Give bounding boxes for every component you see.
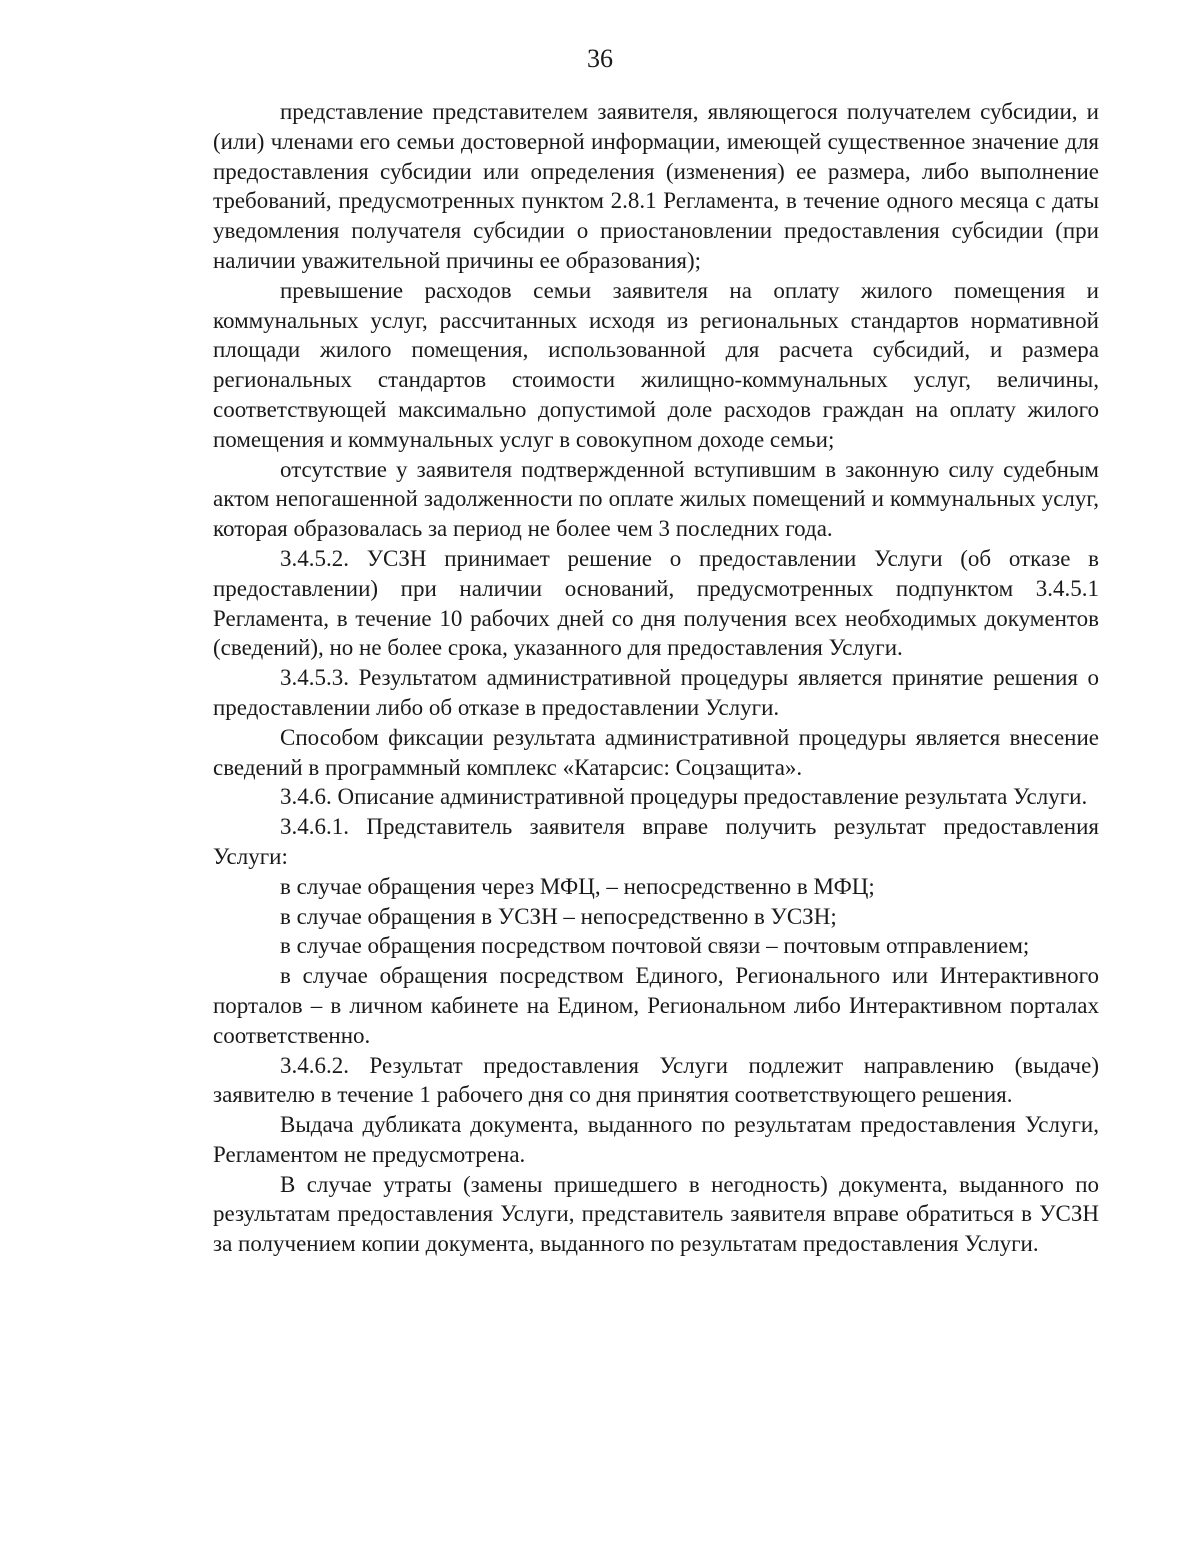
- page-number: 36: [587, 44, 613, 73]
- paragraph-11: в случае обращения посредством почтовой связи – почтовым отправлением;: [280, 933, 1030, 959]
- paragraph-15: В случае утраты (замены пришедшего в негодность) документа, выданного по результатам предоставления Услуги, представитель заявителя вправе обратиться в УСЗН за получением копии документа, выданного по результатам предоставления Услуги.: [213, 1171, 1099, 1257]
- paragraph-1: представление представителем заявителя, являющегося получателем субсидии, и (или) членами его семьи достоверной информации, имеющей существенное значение для предоставления субсидии или определения (изменения) ее размера, либо выполнение требований, предусмотренных пунктом 2.8.1 Регламента, в течение одного месяца с даты уведомления получателя субсидии о приостановлении предоставления субсидии (при наличии уважительной причины ее образования);: [213, 99, 1099, 273]
- paragraph-14: Выдача дубликата документа, выданного по результатам предоставления Услуги, Регламентом не предусмотрена.: [213, 1112, 1099, 1167]
- paragraph-4: 3.4.5.2. УСЗН принимает решение о предоставлении Услуги (об отказе в предоставлении) при наличии оснований, предусмотренных подпунктом 3.4.5.1 Регламента, в течение 10 рабочих дней со дня получения всех необходимых документов (сведений), но не более срока, указанного для предоставления Услуги.: [213, 545, 1099, 661]
- paragraph-12: в случае обращения посредством Единого, Регионального или Интерактивного порталов – в личном кабинете на Едином, Региональном либо Интерактивном порталах соответственно.: [213, 963, 1099, 1048]
- paragraph-8: 3.4.6.1. Представитель заявителя вправе получить результат предоставления Услуги:: [213, 814, 1099, 869]
- paragraph-7: 3.4.6. Описание административной процедуры предоставление результата Услуги.: [280, 784, 1088, 810]
- paragraph-13: 3.4.6.2. Результат предоставления Услуги подлежит направлению (выдаче) заявителю в течение 1 рабочего дня со дня принятия соответствующего решения.: [213, 1052, 1099, 1108]
- paragraph-6: Способом фиксации результата административной процедуры является внесение сведений в программный комплекс «Катарсис: Соцзащита».: [213, 724, 1099, 780]
- paragraph-10: в случае обращения в УСЗН – непосредственно в УСЗН;: [280, 903, 837, 929]
- paragraph-9: в случае обращения через МФЦ, – непосредственно в МФЦ;: [280, 873, 875, 899]
- document-body: [213, 97, 1099, 1259]
- paragraph-3: отсутствие у заявителя подтвержденной вступившим в законную силу судебным актом непогашенной задолженности по оплате жилых помещений и коммунальных услуг, которая образовалась за период не более чем 3 последних года.: [213, 456, 1099, 542]
- paragraph-5: 3.4.5.3. Результатом административной процедуры является принятие решения о предоставлении либо об отказе в предоставлении Услуги.: [213, 665, 1099, 720]
- paragraph-2: превышение расходов семьи заявителя на оплату жилого помещения и коммунальных услуг, рассчитанных исходя из региональных стандартов нормативной площади жилого помещения, использованной для расчета субсидий, и размера региональных стандартов стоимости жилищно-коммунальных услуг, величины, соответствующей максимально допустимой доле расходов граждан на оплату жилого помещения и коммунальных услуг в совокупном доходе семьи;: [213, 277, 1099, 452]
